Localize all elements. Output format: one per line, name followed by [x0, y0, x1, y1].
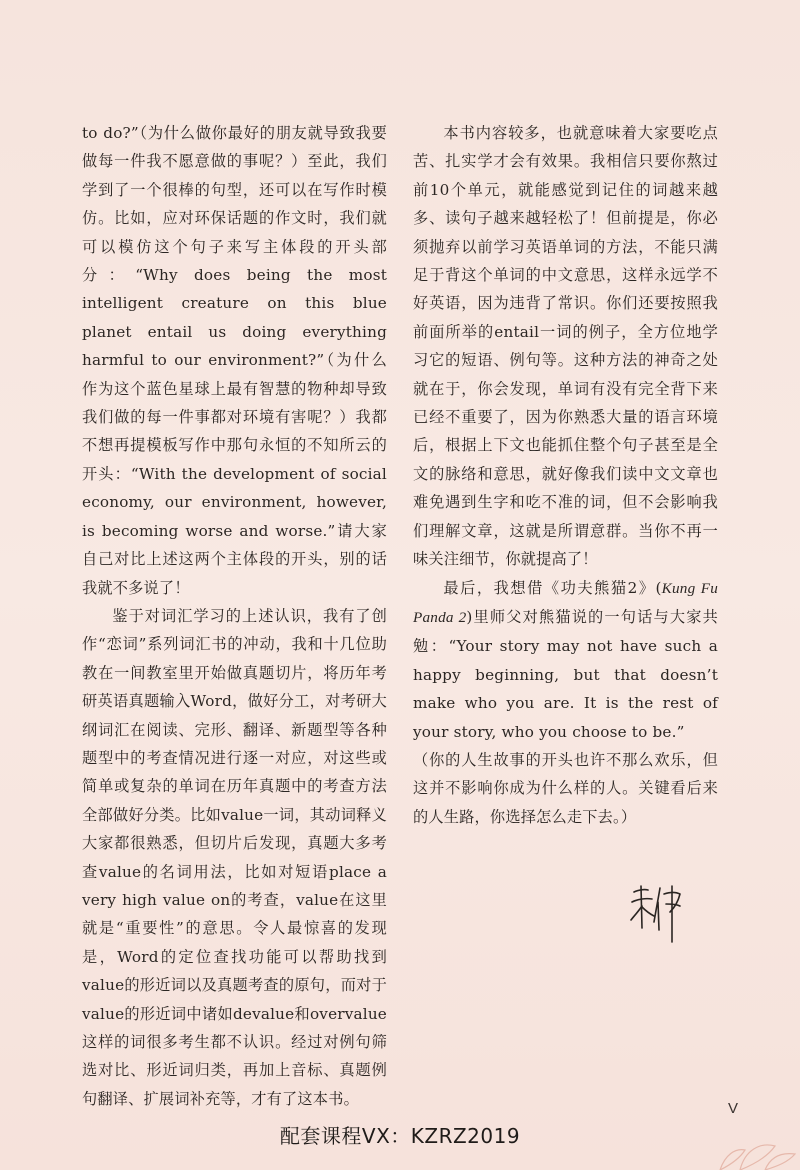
- right-paragraph-1: 本书内容较多，也就意味着大家要吃点苦、扎实学才会有效果。我相信只要你熬过前10个单元，就能感觉到记住的词越来越多、读句子越来越轻松了！但前提是，你必须抛弃以前学习英语单词的方法，不能只满足于背这个单词的中文意思，这样永远学不好英语，因为违背了常识。你们还要按照我前面所举的entail一词的例子，全方位地学习它的短语、例句等。这种方法的神奇之处就在于，你会发现，单词有没有完全背下来已经不重要了，因为你熟悉大量的语言环境后，根据上下文也能抓住整个句子甚至是全文的脉络和意思，就好像我们读中文文章也难免遇到生字和吃不准的词，但不会影响我们理解文章，这就是所谓意群。当你不再一味关注细节，你就提高了！: [413, 124, 718, 569]
- right-paragraph-2: [413, 574, 718, 746]
- author-signature: [628, 880, 688, 950]
- page-number: V: [728, 1100, 739, 1117]
- left-paragraph-2: 鉴于对词汇学习的上述认识，我有了创作“恋词”系列词汇书的冲动，我和十几位助教在一间教室里开始做真题切片，将历年考研英语真题输入Word，做好分工，对考研大纲词汇在阅读、完形、翻译、新题型等各种题型中的考查情况进行逐一对应，对这些或简单或复杂的单词在历年真题中的考查方法全部做好分类。比如value一词，其动词释义大家都很熟悉，但切片后发现，真题大多考查value的名词用法，比如对短语place a very high value on的考查，value在这里就是“重要性”的意思。令人最惊喜的发现是，Word的定位查找功能可以帮助找到value的形近词以及真题考查的原句，而对于value的形近词中诸如devalue和overvalue这样的词很多考生都不认识。经过对例句筛选对比、形近词归类，再加上音标、真题例句翻译、扩展词补充等，才有了这本书。: [82, 606, 387, 1108]
- movie-title: Kung Fu Panda 2: [413, 579, 719, 626]
- right-column: [413, 119, 718, 831]
- quote-intro: 最后，我想借《功夫熊猫2》(: [443, 578, 662, 597]
- right-paragraph-3: （你的人生故事的开头也许不那么欢乐，但这并不影响你成为什么样的人。关键看后来的人生路，你选择怎么走下去。）: [413, 750, 718, 826]
- footer-course-contact: 配套课程VX：KZRZ2019: [279, 1124, 521, 1148]
- left-column: [82, 119, 387, 1113]
- quote-text: )里师父对熊猫说的一句话与大家共勉：“Your story may not have such a happy beginning, but that doesn’t make who you are. It is the rest of your story, who you choose to be.”: [413, 607, 718, 741]
- left-paragraph-1: to do?”（为什么做你最好的朋友就导致我要做每一件我不愿意做的事呢？）至此，我们学到了一个很棒的句型，还可以在写作时模仿。比如，应对环保话题的作文时，我们就可以模仿这个句子来写主体段的开头部分：“Why does being the most intelligent creature on this blue planet entail us doing everything harmful to our environment?”（为什么作为这个蓝色星球上最有智慧的物种却导致我们做的每一件事都对环境有害呢？）我都不想再提模板写作中那句永恒的不知所云的开头：“With the development of social economy, our environment, however, is becoming worse and worse.”请大家自己对比上述这两个主体段的开头，别的话我就不多说了！: [82, 124, 387, 597]
